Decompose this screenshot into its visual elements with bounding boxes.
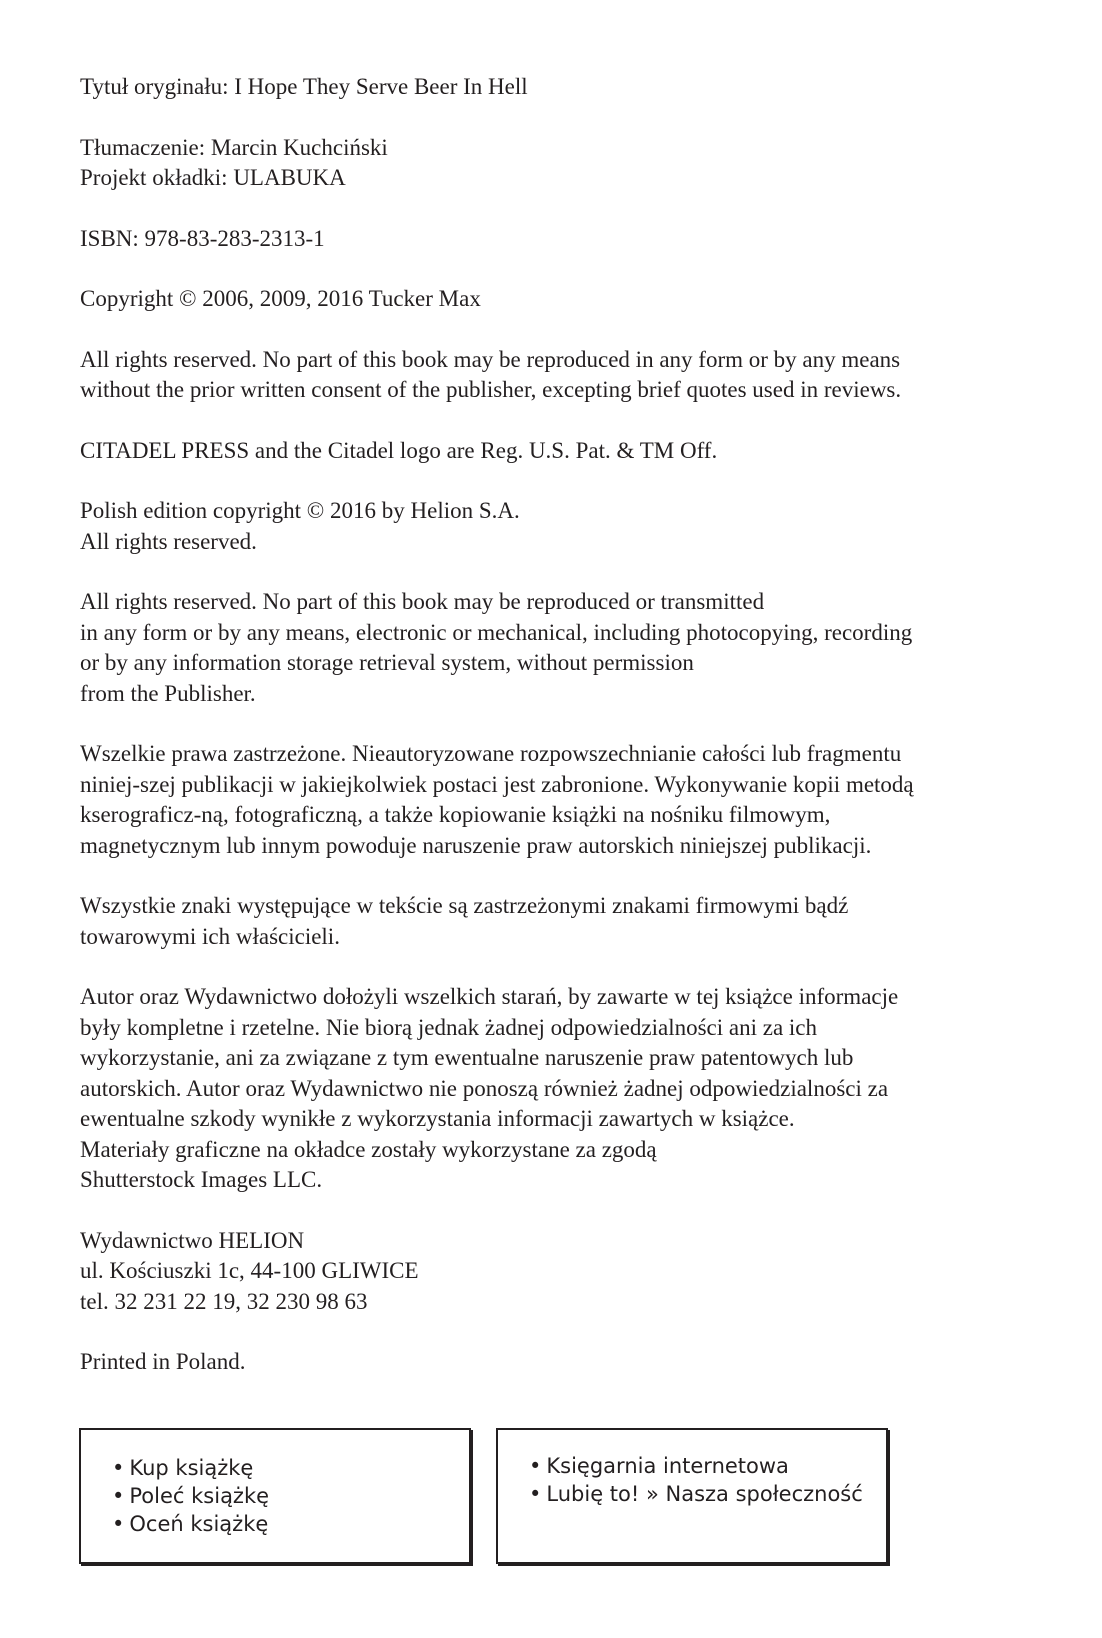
- copyright-page: [80, 72, 1040, 1408]
- rights-polish-line: niniej-szej publikacji w jakiejkolwiek postaci jest zabronione. Wykonywanie kopii metodą: [80, 771, 914, 797]
- link-boxes: [79, 1428, 891, 1566]
- bullet: •: [112, 1456, 125, 1480]
- polish-edition-line: All rights reserved.: [80, 528, 257, 554]
- trademarks-polish-line: towarowymi ich właścicieli.: [80, 923, 340, 949]
- community-link[interactable]: [529, 1480, 886, 1508]
- bullet: •: [529, 1482, 542, 1506]
- rights-polish-line: magnetycznym lub innym powoduje naruszenie praw autorskich niniejszej publikacji.: [80, 832, 872, 858]
- book-actions-box: [79, 1428, 471, 1564]
- trademarks-polish-line: Wszystkie znaki występujące w tekście są zastrzeżonymi znakami firmowymi bądź: [80, 893, 849, 918]
- cover-design-line: Projekt okładki: ULABUKA: [80, 165, 346, 190]
- recommend-book-label: Poleć książkę: [129, 1484, 270, 1508]
- bullet: •: [529, 1454, 542, 1478]
- disclaimer-paragraph: [80, 982, 1040, 1196]
- rights-line: All rights reserved. No part of this book may be reproduced or transmitted: [80, 589, 765, 614]
- rights-line: from the Publisher.: [80, 680, 256, 706]
- disclaimer-line: autorskich. Autor oraz Wydawnictwo nie ponoszą również żadnej odpowiedzialności za: [80, 1075, 889, 1101]
- rights-polish-paragraph: [80, 739, 1040, 861]
- credits-paragraph: [80, 133, 1040, 194]
- online-bookstore-label: Księgarnia internetowa: [546, 1454, 789, 1478]
- publisher-name: Wydawnictwo HELION: [80, 1227, 305, 1253]
- polish-edition-line: Polish edition copyright © 2016 by Helion S.A.: [80, 498, 520, 523]
- buy-book-link[interactable]: [112, 1454, 469, 1482]
- copyright-line: Copyright © 2006, 2009, 2016 Tucker Max: [80, 286, 481, 311]
- rights-line: or by any information storage retrieval system, without permission: [80, 650, 694, 675]
- publisher-address: ul. Kościuszki 1c, 44-100 GLIWICE: [80, 1258, 419, 1283]
- bullet: •: [112, 1484, 125, 1508]
- buy-book-label: Kup książkę: [129, 1456, 254, 1480]
- rights-line: in any form or by any means, electronic or mechanical, including photocopying, recording: [80, 619, 913, 645]
- trademark-line: CITADEL PRESS and the Citadel logo are Reg. U.S. Pat. & TM Off.: [80, 437, 718, 463]
- printed-line: Printed in Poland.: [80, 1349, 246, 1374]
- rate-book-label: Oceń książkę: [129, 1512, 269, 1536]
- isbn-paragraph: [80, 224, 1040, 255]
- bullet: •: [112, 1512, 125, 1536]
- printed-paragraph: [80, 1347, 1040, 1378]
- disclaimer-line: Shutterstock Images LLC.: [80, 1167, 323, 1192]
- recommend-book-link[interactable]: [112, 1482, 469, 1510]
- trademark-paragraph: [80, 436, 1040, 467]
- translator-line: Tłumaczenie: Marcin Kuchciński: [80, 134, 388, 160]
- disclaimer-line: ewentualne szkody wynikłe z wykorzystania informacji zawartych w książce.: [80, 1106, 795, 1131]
- rights-polish-line: Wszelkie prawa zastrzeżone. Nieautoryzowane rozpowszechnianie całości lub fragmentu: [80, 741, 902, 766]
- rights-polish-line: kserograficz-ną, fotograficzną, a także kopiowanie książki na nośniku filmowym,: [80, 802, 831, 827]
- disclaimer-line: Materiały graficzne na okładce zostały wykorzystane za zgodą: [80, 1136, 657, 1162]
- rights-english-paragraph-2: [80, 587, 1040, 709]
- disclaimer-line: wykorzystanie, ani za związane z tym ewentualne naruszenie praw patentowych lub: [80, 1045, 854, 1070]
- trademarks-polish-paragraph: [80, 891, 1040, 952]
- disclaimer-line: Autor oraz Wydawnictwo dołożyli wszelkich starań, by zawarte w tej książce informacje: [80, 984, 899, 1009]
- rate-book-link[interactable]: [112, 1510, 469, 1538]
- publisher-phone: tel. 32 231 22 19, 32 230 98 63: [80, 1288, 368, 1314]
- community-label: Lubię to! » Nasza społeczność: [546, 1482, 863, 1506]
- original-title-paragraph: [80, 72, 1040, 103]
- rights-line: All rights reserved. No part of this book may be reproduced in any form or by any means: [80, 346, 901, 372]
- publisher-paragraph: [80, 1226, 1040, 1318]
- rights-english-paragraph-1: [80, 345, 1040, 406]
- polish-edition-paragraph: [80, 496, 1040, 557]
- disclaimer-line: były kompletne i rzetelne. Nie biorą jednak żadnej odpowiedzialności ani za ich: [80, 1014, 817, 1040]
- original-title: Tytuł oryginału: I Hope They Serve Beer In Hell: [80, 74, 528, 99]
- online-bookstore-link[interactable]: [529, 1452, 886, 1480]
- rights-line: without the prior written consent of the publisher, excepting brief quotes used in reviews.: [80, 377, 902, 402]
- copyright-paragraph: [80, 284, 1040, 315]
- isbn-line: ISBN: 978-83-283-2313-1: [80, 225, 325, 251]
- community-links-box: [496, 1428, 888, 1564]
